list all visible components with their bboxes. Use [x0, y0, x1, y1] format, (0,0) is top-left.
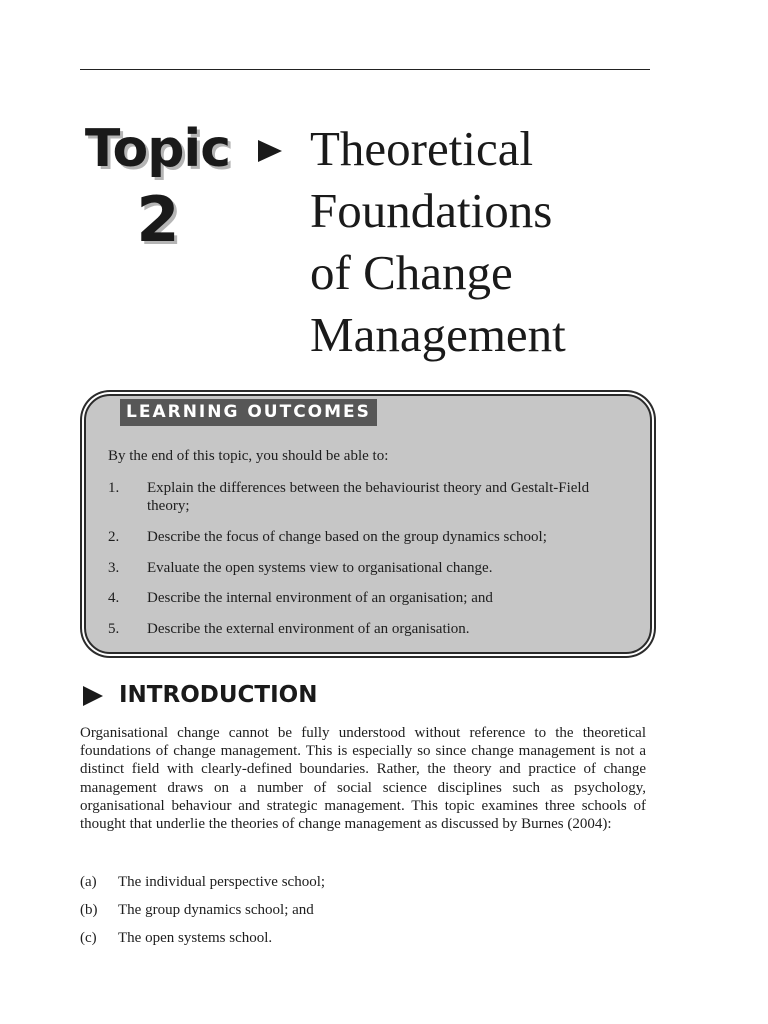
list-item-number: 1.: [108, 480, 120, 496]
title-line: of Change: [310, 245, 513, 300]
list-item-label: (b): [80, 902, 98, 918]
list-item-number: 3.: [108, 560, 120, 576]
introduction-paragraph: Organisational change cannot be fully understood without reference to the theoretical foundations of change management. This is especially so since change management is not a distinct field with clearly-defined boundaries. Rather, the theory and practice of change management draws on a number of social science disciplines such as psychology, organisational behaviour and strategic management. This topic examines three schools of thought that underlie the theories of change management as discussed by Burnes (2004):: [80, 725, 646, 833]
topic-label: [80, 114, 235, 256]
topic-word: Topic: [84, 119, 231, 179]
triangle-right-icon: [258, 140, 282, 162]
list-item-number: 5.: [108, 621, 120, 637]
list-item-number: 2.: [108, 529, 120, 545]
list-item-number: 4.: [108, 590, 120, 606]
page-title: [310, 118, 650, 366]
topic-number: 2: [136, 183, 179, 256]
section-heading: INTRODUCTION: [119, 682, 318, 708]
list-item-text: Explain the differences between the behaviourist theory and Gestalt-Field theory;: [147, 480, 590, 514]
list-item-text: The group dynamics school; and: [118, 902, 314, 918]
title-line: Foundations: [310, 183, 553, 238]
list-item-label: (c): [80, 930, 97, 946]
title-line: Management: [310, 307, 566, 362]
triangle-right-icon: [83, 686, 103, 706]
title-line: Theoretical: [310, 121, 534, 176]
learning-outcomes-header: LEARNING OUTCOMES: [120, 399, 377, 426]
list-item-label: (a): [80, 874, 97, 890]
learning-outcomes-intro: By the end of this topic, you should be able to:: [108, 448, 389, 464]
list-item-text: Describe the external environment of an organisation.: [147, 621, 470, 637]
list-item-text: The individual perspective school;: [118, 874, 326, 890]
list-item-text: Describe the focus of change based on the group dynamics school;: [147, 529, 547, 545]
top-rule: [80, 69, 650, 70]
list-item-text: Describe the internal environment of an organisation; and: [147, 590, 493, 606]
learning-outcomes-box: [84, 394, 652, 654]
list-item-text: The open systems school.: [118, 930, 273, 946]
list-item-text: Evaluate the open systems view to organisational change.: [147, 560, 493, 576]
